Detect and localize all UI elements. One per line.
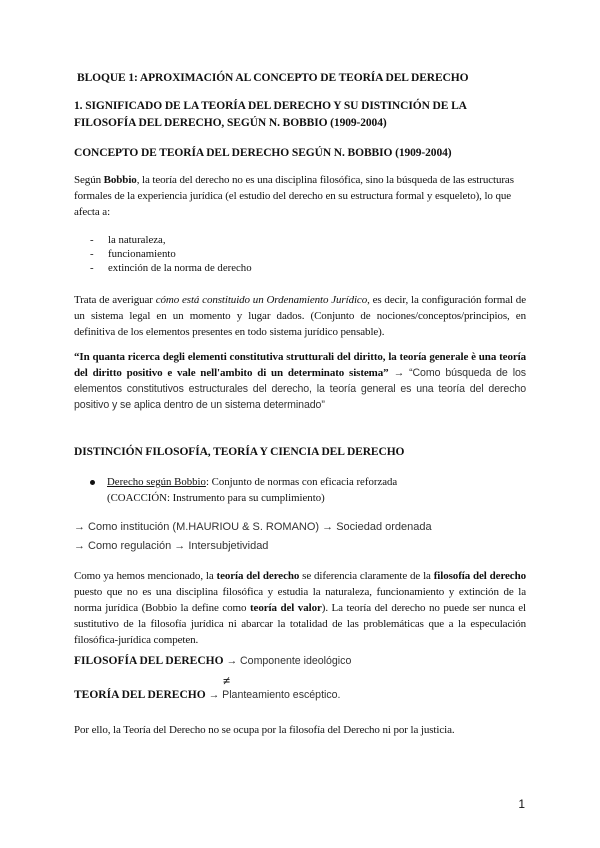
- coaccion-line: (COACCIÓN: Instrumento para su cumplimiento): [107, 492, 325, 504]
- list-item: - la naturaleza,: [74, 233, 526, 247]
- bullet-item: Derecho según Bobbio: Conjunto de normas con eficacia reforzada (COACCIÓN: Instrumento para su cumplimiento): [90, 474, 510, 506]
- arrows-block: [74, 518, 526, 556]
- bobbio-definition-label: Derecho según Bobbio: [107, 476, 206, 488]
- distincion-heading: DISTINCIÓN FILOSOFÍA, TEORÍA Y CIENCIA DEL DERECHO: [74, 446, 405, 458]
- concept-heading: CONCEPTO DE TEORÍA DEL DERECHO SEGÚN N. BOBBIO (1909-2004): [74, 147, 452, 159]
- affects-list: [74, 233, 526, 275]
- quote-translation: “Como búsqueda de los elementos constitutivos estructurales del derecho, la teoría general es una teoría del derecho positivo y se aplica dentro de un sistema determinado”: [74, 367, 526, 411]
- comparison-paragraph: Como ya hemos mencionado, la teoría del derecho se diferencia claramente de la filosofía del derecho puesto que no es una disciplina filosófica y estudia la naturaleza, funcionamiento y extinción de la norma jurídica (Bobbio la define como teoría del valor). La teoría del derecho no puede ser nunca el sustitutivo de la filosofía jurídica ni abarcar la totalidad de las problemáticas que a la especulación filosófica-jurídica competen.: [74, 570, 527, 646]
- institution-line: → Como institución (M.HAURIOU & S. ROMANO) → Sociedad ordenada: [74, 521, 432, 533]
- section-title: 1. SIGNIFICADO DE LA TEORÍA DEL DERECHO Y SU DISTINCIÓN DE LA FILOSOFÍA DEL DERECHO, SEGÚN N. BOBBIO (1909-2004): [74, 100, 467, 129]
- regulation-line: → Como regulación → Intersubjetividad: [74, 540, 269, 552]
- closing-paragraph: Por ello, la Teoría del Derecho no se ocupa por la filosofía del Derecho ni por la justicia.: [74, 724, 455, 736]
- list-item: - extinción de la norma de derecho: [74, 261, 526, 275]
- filosofia-line: FILOSOFÍA DEL DERECHO → Componente ideológico: [74, 655, 352, 667]
- ordenamiento-italic: cómo está constituido un Ordenamiento Jurídico: [155, 294, 368, 306]
- page-number: 1: [518, 797, 525, 811]
- intro-paragraph: Según Bobbio, la teoría del derecho no es una disciplina filosófica, sino la búsqueda de las estructuras formales de la experiencia jurídica (el estudio del derecho en su estructura formal y esqueleto), lo que afecta a:: [74, 174, 514, 218]
- teoria-line: TEORÍA DEL DERECHO → Planteamiento escéptico.: [74, 689, 341, 701]
- italian-quote: “In quanta ricerca degli elementi constitutiva strutturali del diritto, la teoría generale è una teoría del diritto positivo e vale nell'ambito di un determinato sistema” → “Como búsqueda de los elementos constitutivos estructurales del derecho, la teoría general es una teoría del derecho positivo y se aplica dentro de un sistema determinado”: [74, 351, 526, 411]
- list-item: - funcionamiento: [74, 247, 526, 261]
- not-equal-sign: ≠: [223, 673, 231, 688]
- bullet-dot: [90, 480, 95, 485]
- ordenamiento-paragraph: Trata de averiguar cómo está constituido un Ordenamiento Jurídico, es decir, la configuración formal de un sistema legal en un momento y lugar dados. (Conjunto de nociones/conceptos/principios, en definitiva de los elementos presentes en todo sistema jurídico pensable).: [74, 294, 526, 338]
- bobbio-name: Bobbio: [103, 174, 137, 186]
- quote-original: “In quanta ricerca degli elementi constitutiva strutturali del diritto, la teoría generale è una teoría del diritto positivo e vale nell'ambito di un determinato sistema”: [74, 351, 526, 379]
- bloque-title: BLOQUE 1: APROXIMACIÓN AL CONCEPTO DE TEORÍA DEL DERECHO: [77, 72, 469, 84]
